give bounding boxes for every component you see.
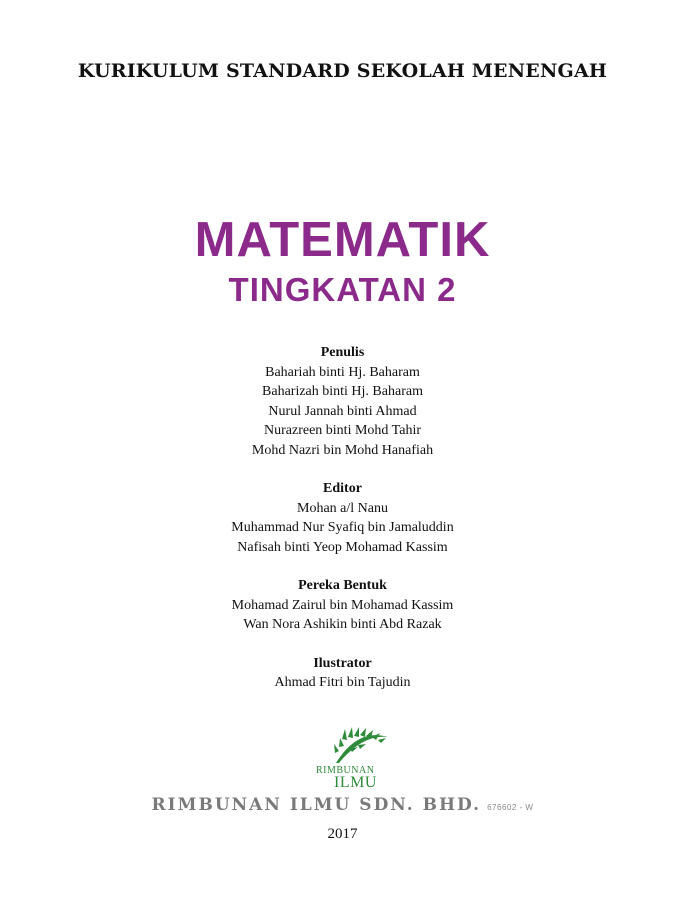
credit-name: Mohamad Zairul bin Mohamad Kassim [231, 597, 454, 613]
curriculum-heading: KURIKULUM STANDARD SEKOLAH MENENGAH [77, 60, 608, 82]
publisher-line [0, 795, 685, 815]
credit-name: Nurazreen binti Mohd Tahir [264, 423, 421, 438]
publisher-name: RIMBUNAN ILMU SDN. BHD. [151, 795, 482, 815]
credit-name: Bahariah binti Hj. Baharam [265, 364, 420, 380]
credit-name: Muhammad Nur Syafiq bin Jamaluddin [231, 520, 454, 535]
credit-group-illustrators [0, 654, 685, 693]
logo-text-ilmu: ILMU [334, 774, 377, 790]
publisher-registration: 676602 - W [487, 803, 534, 812]
leaf-icon [334, 727, 388, 763]
rimbunan-ilmu-logo [306, 725, 396, 790]
credit-name: Nurul Jannah binti Ahmad [268, 403, 417, 419]
credit-heading: Editor [323, 481, 362, 496]
credit-group-designers [0, 576, 685, 635]
credit-name: Baharizah binti Hj. Baharam [262, 384, 423, 399]
credit-heading: Pereka Bentuk [298, 578, 387, 593]
credit-group-writers [0, 343, 685, 460]
credits-section [0, 343, 685, 712]
credit-name: Wan Nora Ashikin binti Abd Razak [243, 617, 442, 632]
publication-year: 2017 [327, 826, 358, 842]
credit-name: Mohd Nazri bin Mohd Hanafiah [251, 442, 434, 458]
credit-name: Nafisah binti Yeop Mohamad Kassim [237, 539, 448, 555]
subject-title: MATEMATIK [194, 213, 491, 267]
logo-text-rimbunan: RIMBUNAN [316, 765, 375, 776]
grade-title: TINGKATAN 2 [228, 271, 457, 308]
credit-name: Ahmad Fitri bin Tajudin [274, 675, 411, 690]
credit-name: Mohan a/l Nanu [297, 500, 388, 516]
credit-heading: Ilustrator [313, 655, 372, 671]
credit-group-editors [0, 479, 685, 557]
credit-heading: Penulis [320, 345, 365, 360]
